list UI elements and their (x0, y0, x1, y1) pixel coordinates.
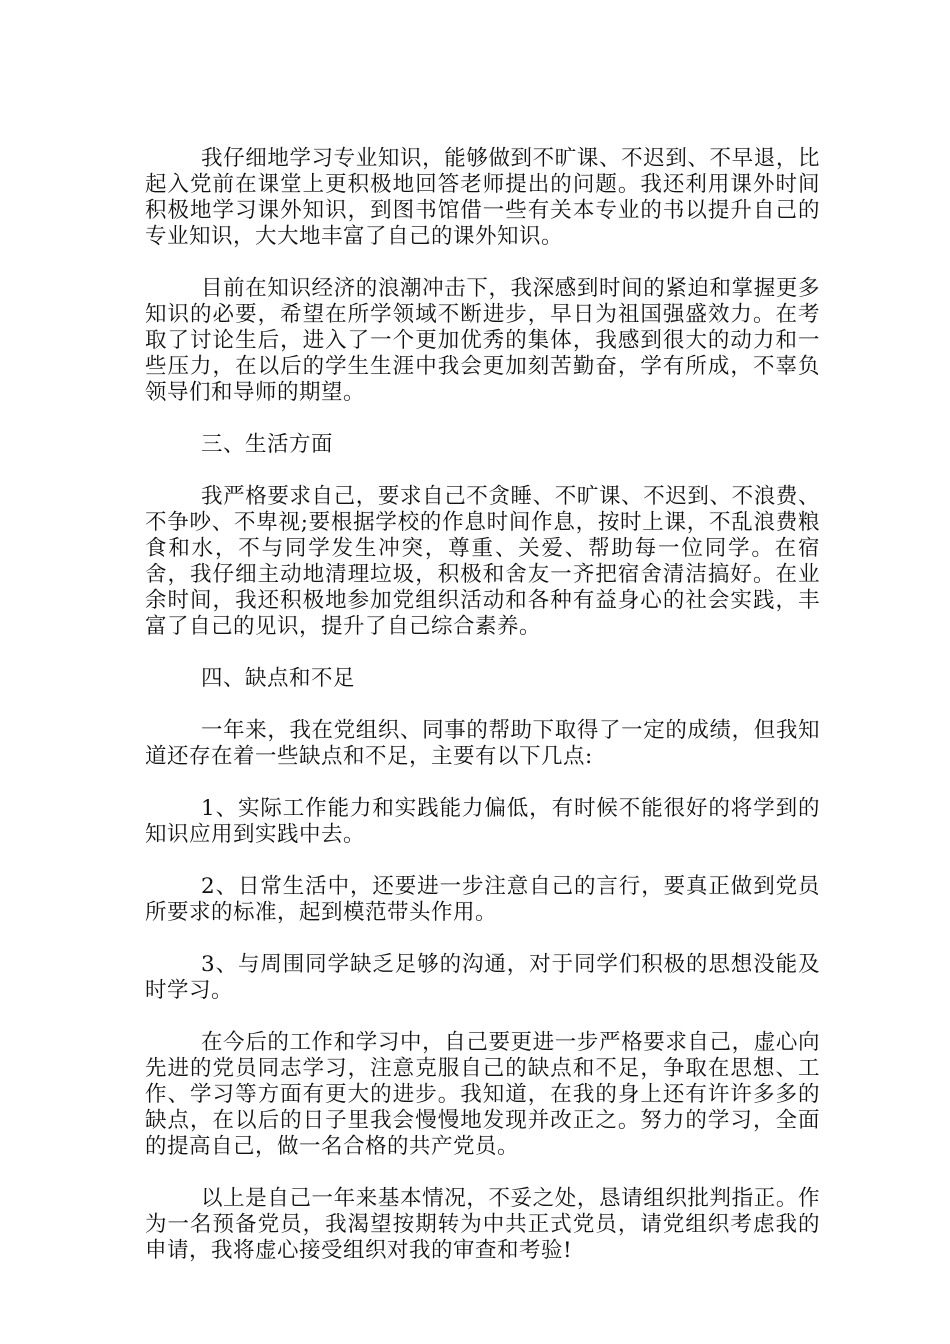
list-item-shortcoming-2: 2、日常生活中，还要进一步注意自己的言行，要真正做到党员所要求的标准，起到模范带头作用。 (145, 874, 820, 925)
paragraph-study-knowledge: 我仔细地学习专业知识，能够做到不旷课、不迟到、不早退，比起入党前在课堂上更积极地回答老师提出的问题。我还利用课外时间积极地学习课外知识，到图书馆借一些有关本专业的书以提升自己的专业知识，大大地丰富了自己的课外知识。 (145, 146, 820, 249)
document-body (145, 146, 820, 1290)
section-heading-life: 三、生活方面 (201, 432, 334, 457)
paragraph-shortcomings-intro: 一年来，我在党组织、同事的帮助下取得了一定的成绩，但我知道还存在着一些缺点和不足，主要有以下几点: (145, 718, 820, 769)
paragraph-conclusion: 以上是自己一年来基本情况，不妥之处，恳请组织批判指正。作为一名预备党员，我渴望按期转为中共正式党员，请党组织考虑我的申请，我将虚心接受组织对我的审查和考验! (145, 1186, 820, 1263)
paragraph-knowledge-economy: 目前在知识经济的浪潮冲击下，我深感到时间的紧迫和掌握更多知识的必要，希望在所学领域不断进步，早日为祖国强盛效力。在考取了讨论生后，进入了一个更加优秀的集体，我感到很大的动力和一些压力，在以后的学生生涯中我会更加刻苦勤奋，学有所成，不辜负领导们和导师的期望。 (145, 276, 820, 405)
list-item-shortcoming-1: 1、实际工作能力和实践能力偏低，有时候不能很好的将学到的知识应用到实践中去。 (145, 796, 820, 847)
paragraph-life-discipline: 我严格要求自己，要求自己不贪睡、不旷课、不迟到、不浪费、不争吵、不卑视;要根据学校的作息时间作息，按时上课，不乱浪费粮食和水，不与同学发生冲突，尊重、关爱、帮助每一位同学。在宿舍，我仔细主动地清理垃圾，积极和舍友一齐把宿舍清洁搞好。在业余时间，我还积极地参加党组织活动和各种有益身心的社会实践，丰富了自己的见识，提升了自己综合素养。 (145, 484, 820, 639)
paragraph-future-plan: 在今后的工作和学习中，自己要更进一步严格要求自己，虚心向先进的党员同志学习，注意克服自己的缺点和不足，争取在思想、工作、学习等方面有更大的进步。我知道，在我的身上还有许许多多的缺点，在以后的日子里我会慢慢地发现并改正之。努力的学习，全面的提高自己，做一名合格的共产党员。 (145, 1030, 820, 1159)
section-heading-shortcomings: 四、缺点和不足 (201, 666, 356, 691)
list-item-shortcoming-3: 3、与周围同学缺乏足够的沟通，对于同学们积极的思想没能及时学习。 (145, 952, 820, 1003)
